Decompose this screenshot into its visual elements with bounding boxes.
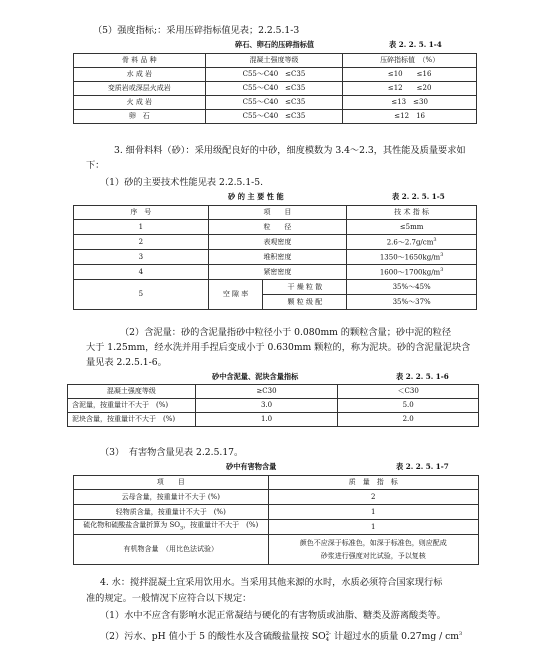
table-row bbox=[74, 96, 477, 110]
cell: C55～C40 ≤C35 bbox=[205, 82, 343, 96]
cell: 轻物质含量，按重量计不大于 (%) bbox=[74, 505, 269, 520]
table-header-row bbox=[74, 54, 477, 68]
table3-caption: 砂中含泥量、泥块含量指标 bbox=[212, 372, 299, 381]
header-cell: 项 目 bbox=[208, 206, 347, 220]
cell: 表观密度 bbox=[208, 235, 347, 250]
table-mud-content bbox=[67, 384, 479, 427]
cell: 1.0 bbox=[195, 413, 338, 427]
header-cell: 质 量 指 标 bbox=[268, 476, 478, 490]
text: （2）污水、pH 值小于 5 的酸性水及含硫酸盐量按 SO bbox=[100, 631, 326, 643]
cell: C55～C40 ≤C35 bbox=[205, 96, 343, 110]
header-cell: ＜C30 bbox=[338, 385, 479, 399]
item-text: 硫化物和硫酸盐含量折算为 SO bbox=[83, 521, 180, 529]
cell: 云母含量，按重量计不大于 (%) bbox=[74, 490, 269, 505]
header-cell: ≥C30 bbox=[195, 385, 338, 399]
table1-number: 表 2. 2. 5. 1-4 bbox=[389, 40, 442, 49]
item-text: ，按重量计不大于 (%) bbox=[183, 521, 259, 529]
header-cell: 技 术 指 标 bbox=[347, 206, 477, 220]
cell: 2 bbox=[268, 490, 478, 505]
table-row bbox=[74, 110, 477, 124]
mud-content-line2: 大于 1.25mm，经水洗并用手捏后变成小于 0.630mm 颗粒的，称为泥块。砂的含泥量泥块含 bbox=[86, 342, 471, 353]
cell: 1 bbox=[268, 505, 478, 520]
table2-number: 表 2. 2. 5. 1-5 bbox=[392, 192, 445, 201]
table-row bbox=[74, 520, 479, 535]
cell: ≤12 16 bbox=[343, 110, 477, 124]
water-item1: （1）水中不应含有影响水泥正常凝结与硬化的有害物质或油脂、糖类及游离酸类等。 bbox=[100, 610, 446, 621]
water-line1: 4. 水：搅拌混凝土宜采用饮用水。当采用其他来源的水时，水质必须符合国家现行标 bbox=[100, 577, 443, 588]
cell: 5.0 bbox=[338, 399, 479, 413]
cell: 有机物含量 （用比色法试验） bbox=[74, 535, 269, 565]
table1-caption: 碎石、卵石的压碎指标值 bbox=[235, 40, 315, 49]
table4-number: 表 2. 2. 5. 1-7 bbox=[396, 462, 449, 471]
superscript: 2- bbox=[325, 630, 332, 637]
table2-caption: 砂 的 主 要 性 能 bbox=[228, 192, 284, 201]
superscript: 3 bbox=[459, 631, 463, 637]
table-crush-index bbox=[73, 53, 477, 124]
cell: 含泥量，按重量计不大于 (%) bbox=[68, 399, 196, 413]
table-row bbox=[74, 68, 477, 82]
cell: 3 bbox=[74, 250, 209, 265]
cell: 堆积密度 bbox=[208, 250, 347, 265]
cell: 5 bbox=[74, 280, 209, 310]
table-row bbox=[74, 220, 477, 235]
subscript: 3 bbox=[179, 525, 184, 532]
cell: 水 成 岩 bbox=[74, 68, 206, 82]
cell bbox=[347, 250, 477, 265]
value-text: 1350～1650kg/m bbox=[379, 253, 441, 262]
table-sand-properties bbox=[73, 205, 477, 310]
cell bbox=[268, 535, 478, 565]
cell: 2.0 bbox=[338, 413, 479, 427]
cell: 卵 石 bbox=[74, 110, 206, 124]
water-item2 bbox=[100, 628, 462, 643]
value-line: 颜色不应深于标准色，如深于标准色，则应配成 bbox=[299, 538, 447, 547]
cell: 变质岩或深层火成岩 bbox=[74, 82, 206, 96]
superscript: 3 bbox=[433, 237, 437, 244]
table-row bbox=[74, 250, 477, 265]
text: 计超过水的质量 0.27mg / cm bbox=[331, 631, 460, 643]
harmful-content-title: （3） 有害物含量见表 2.2.5.17。 bbox=[100, 447, 244, 458]
cell: 泥块含量，按重量计不大于 (%) bbox=[68, 413, 196, 427]
mud-content-line3: 量见表 2.2.5.1-6。 bbox=[86, 357, 167, 368]
value-text: 2.6～2.7g/cm bbox=[386, 238, 434, 247]
value-line: 砂浆进行强度对比试验，予以复核 bbox=[320, 551, 426, 560]
cell: 35%～45% bbox=[347, 280, 477, 295]
cell: 1 bbox=[74, 220, 209, 235]
cell: C55～C40 ≤C35 bbox=[205, 68, 343, 82]
table-header-row bbox=[74, 206, 477, 220]
table-row bbox=[68, 413, 479, 427]
table-row bbox=[74, 280, 477, 295]
cell: ≤5mm bbox=[347, 220, 477, 235]
cell: ≤12 ≤20 bbox=[343, 82, 477, 96]
sand-performance-intro: （1）砂的主要技术性能见表 2.2.5.1-5. bbox=[100, 177, 264, 188]
cell bbox=[347, 235, 477, 250]
cell: 4 bbox=[74, 265, 209, 280]
cell: 干 燥 粒 散 bbox=[263, 280, 347, 295]
fine-aggregate-line2: 下： bbox=[86, 160, 105, 171]
cell bbox=[347, 265, 477, 280]
header-cell: 序 号 bbox=[74, 206, 209, 220]
cell: ≤13 ≤30 bbox=[343, 96, 477, 110]
table-row bbox=[74, 505, 479, 520]
table-row bbox=[74, 265, 477, 280]
value-text: 1600～1700kg/m bbox=[379, 268, 441, 277]
table-row bbox=[68, 399, 479, 413]
cell: 紧密密度 bbox=[208, 265, 347, 280]
cell: 粒 径 bbox=[208, 220, 347, 235]
subscript: 4 bbox=[325, 636, 330, 643]
table-harmful-content bbox=[73, 475, 479, 565]
superscript: 3 bbox=[440, 267, 444, 274]
mud-content-line1: （2）含泥量：砂的含泥量指砂中粒径小于 0.080mm 的颗粒含量；砂中泥的粒径 bbox=[120, 327, 452, 338]
table-row bbox=[74, 535, 479, 565]
header-cell: 骨 料 品 种 bbox=[74, 54, 206, 68]
header-cell: 混凝土强度等级 bbox=[205, 54, 343, 68]
table-header-row bbox=[74, 476, 479, 490]
cell: C55～C40 ≤C35 bbox=[205, 110, 343, 124]
cell: ≤10 ≤16 bbox=[343, 68, 477, 82]
header-cell: 压碎指标值 （%） bbox=[343, 54, 477, 68]
cell: 火 成 岩 bbox=[74, 96, 206, 110]
cell: 3.0 bbox=[195, 399, 338, 413]
fine-aggregate-line1: 3. 细骨料料（砂）：采用级配良好的中砂，细度模数为 3.4～2.3，其性能及质量要求如 bbox=[114, 145, 466, 156]
superscript: 3 bbox=[440, 252, 444, 259]
table4-caption: 砂中有害物含量 bbox=[226, 462, 277, 471]
cell: 空 隙 率 bbox=[208, 280, 263, 310]
cell: 1 bbox=[268, 520, 478, 535]
cell: 2 bbox=[74, 235, 209, 250]
section-strength-title: （5）强度指标;：采用压碎指标值见表；2.2.5.1-3 bbox=[93, 25, 300, 36]
table3-number: 表 2. 2. 5. 1-6 bbox=[396, 372, 449, 381]
header-cell: 项 目 bbox=[74, 476, 269, 490]
table-header-row bbox=[68, 385, 479, 399]
water-line2: 准的规定。一般情况下应符合以下规定： bbox=[86, 593, 252, 604]
table-row bbox=[74, 235, 477, 250]
table-row bbox=[74, 490, 479, 505]
header-cell: 混凝土强度等级 bbox=[68, 385, 196, 399]
cell bbox=[74, 520, 269, 535]
cell: 颗 粒 级 配 bbox=[263, 295, 347, 310]
table-row bbox=[74, 82, 477, 96]
cell: 35%～37% bbox=[347, 295, 477, 310]
